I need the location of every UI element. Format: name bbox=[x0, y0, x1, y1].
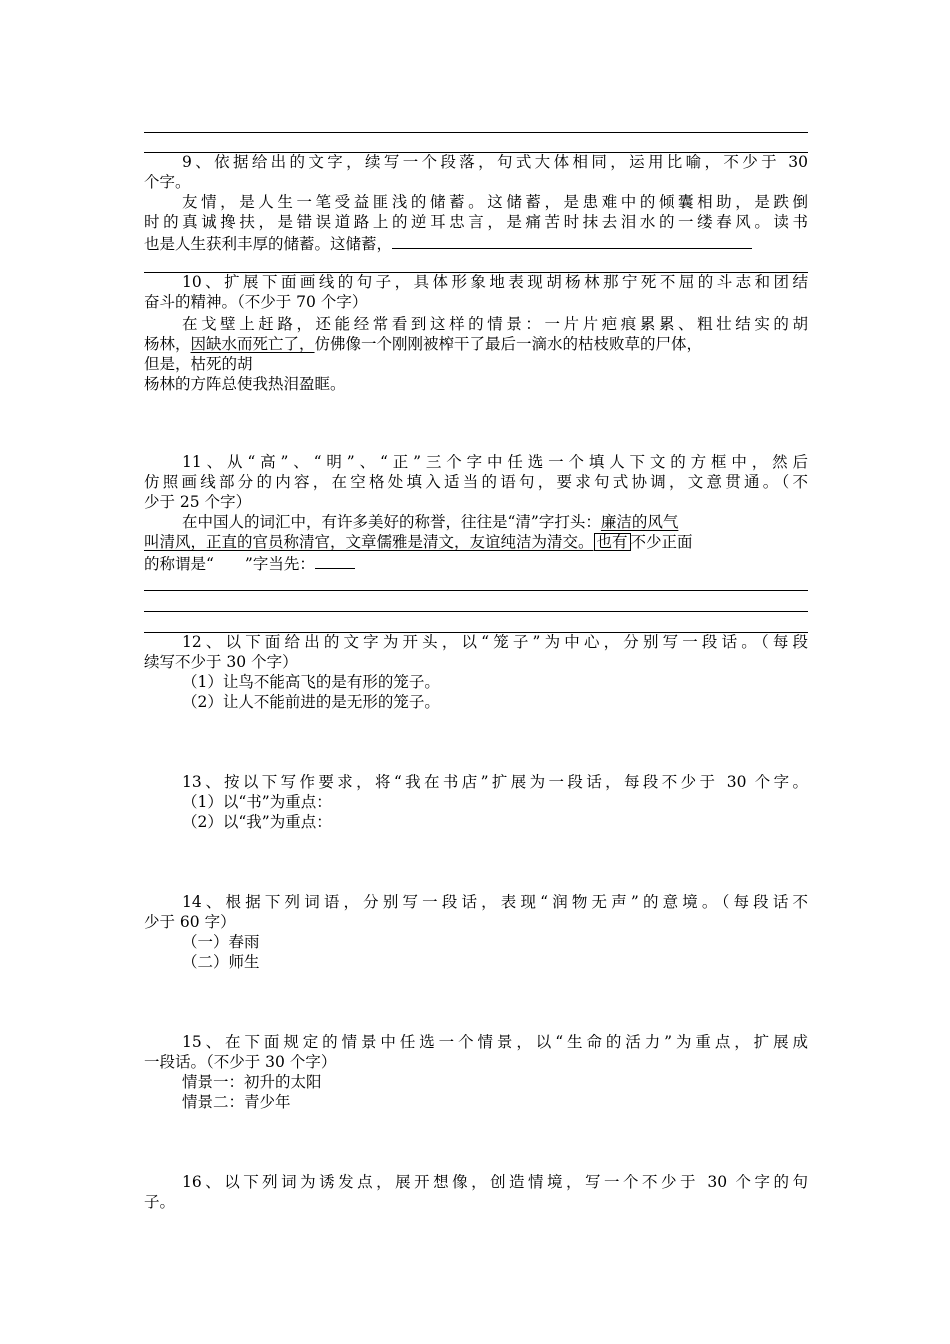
answer-line[interactable] bbox=[144, 590, 808, 591]
q13-item-1: （1）以“书”为重点： bbox=[182, 793, 332, 811]
q11-text: 在中国人的词汇中，有许多美好的称誉，往往是“清”字打头： bbox=[182, 513, 601, 531]
q10-passage-line-4: 杨林的方阵总使我热泪盈眶。 bbox=[144, 375, 346, 393]
q14-item-2: （二）师生 bbox=[182, 953, 260, 971]
q9-fill-blank[interactable] bbox=[392, 232, 752, 249]
q16-prompt-line-2: 子。 bbox=[144, 1193, 176, 1211]
q15-scene-1: 情景一：初升的太阳 bbox=[182, 1073, 322, 1091]
q11-text: 不少正面 bbox=[630, 533, 693, 551]
q10-prompt-line-2: 奋斗的精神。（不少于 70 个字） bbox=[144, 293, 368, 311]
q10-underlined-sentence: 因缺水而死亡了， bbox=[190, 335, 315, 353]
q9-prompt-line-1: 9、依据给出的文字，续写一个段落，句式大体相同，运用比喻，不少于 30 bbox=[182, 153, 808, 171]
q9-passage-line-2: 时的真诚搀扶，是错误道路上的逆耳忠言，是痛苦时抹去泪水的一缕春风。读书 bbox=[144, 213, 808, 231]
q9-passage-line-3 bbox=[144, 232, 808, 254]
q11-prompt-line-3: 少于 25 个字） bbox=[144, 493, 252, 511]
q11-underlined-text: 叫清风，正直的官员称清官，文章儒雅是清文，友谊纯洁为清交。 bbox=[144, 533, 594, 551]
q14-prompt-line-2: 少于 60 字） bbox=[144, 913, 236, 931]
q15-scene-2: 情景二：青少年 bbox=[182, 1093, 291, 1111]
q12-item-2: （2）让人不能前进的是无形的笼子。 bbox=[182, 693, 440, 711]
answer-line[interactable] bbox=[144, 611, 808, 612]
q10-text: 杨林， bbox=[144, 335, 191, 353]
q11-answer-box[interactable]: 也有 bbox=[594, 533, 631, 551]
answer-line[interactable] bbox=[144, 132, 808, 133]
q10-prompt-line-1: 10、扩展下面画线的句子，具体形象地表现胡杨林那宁死不屈的斗志和团结 bbox=[182, 273, 808, 291]
q11-prompt-line-1: 11、从“高”、“明”、“正”三个字中任选一个填人下文的方框中，然后 bbox=[182, 453, 808, 471]
q14-prompt-line-1: 14、根据下列词语，分别写一段话，表现“润物无声”的意境。（每段话不 bbox=[182, 893, 808, 911]
q11-underlined-text: 廉洁的风气 bbox=[600, 513, 679, 531]
q10-passage-line-1: 在戈壁上赶路，还能经常看到这样的情景：一片片疤痕累累、粗壮结实的胡 bbox=[182, 315, 808, 333]
q9-passage-line-1: 友情，是人生一笔受益匪浅的储蓄。这储蓄，是患难中的倾囊相助，是跌倒 bbox=[182, 193, 808, 211]
q11-passage-line-1 bbox=[182, 512, 808, 532]
q11-text: 的称谓是“ ”字当先： bbox=[144, 555, 315, 573]
q12-prompt-line-2: 续写不少于 30 个字） bbox=[144, 653, 298, 671]
q12-prompt-line-1: 12、以下面给出的文字为开头，以“笼子”为中心，分别写一段话。（每段 bbox=[182, 633, 808, 651]
q12-item-1: （1）让鸟不能高飞的是有形的笼子。 bbox=[182, 673, 440, 691]
q13-item-2: （2）以“我”为重点： bbox=[182, 813, 332, 831]
q11-passage-line-2 bbox=[144, 532, 808, 552]
q9-prompt-line-2: 个字。 bbox=[144, 173, 191, 191]
q11-passage-line-3 bbox=[144, 552, 808, 574]
q15-prompt-line-1: 15、在下面规定的情景中任选一个情景，以“生命的活力”为重点，扩展成 bbox=[182, 1033, 808, 1051]
q14-item-1: （一）春雨 bbox=[182, 933, 260, 951]
q11-prompt-line-2: 仿照画线部分的内容，在空格处填入适当的语句，要求句式协调，文意贯通。（不 bbox=[144, 473, 808, 491]
q10-text: 仿佛像一个刚刚被榨干了最后一滴水的枯枝败草的尸体， bbox=[314, 335, 703, 353]
q15-prompt-line-2: 一段话。（不少于 30 个字） bbox=[144, 1053, 337, 1071]
q13-prompt-line-1: 13、按以下写作要求，将“我在书店”扩展为一段话，每段不少于 30 个字。 bbox=[182, 773, 808, 791]
q16-prompt-line-1: 16、以下列词为诱发点，展开想像，创造情境，写一个不少于 30 个字的句 bbox=[182, 1173, 808, 1191]
q10-passage-line-2 bbox=[144, 334, 808, 354]
q11-fill-blank[interactable] bbox=[315, 552, 355, 569]
q9-passage-text: 也是人生获利丰厚的储蓄。这储蓄， bbox=[144, 235, 393, 253]
q10-passage-line-3: 但是，枯死的胡 bbox=[144, 355, 253, 373]
